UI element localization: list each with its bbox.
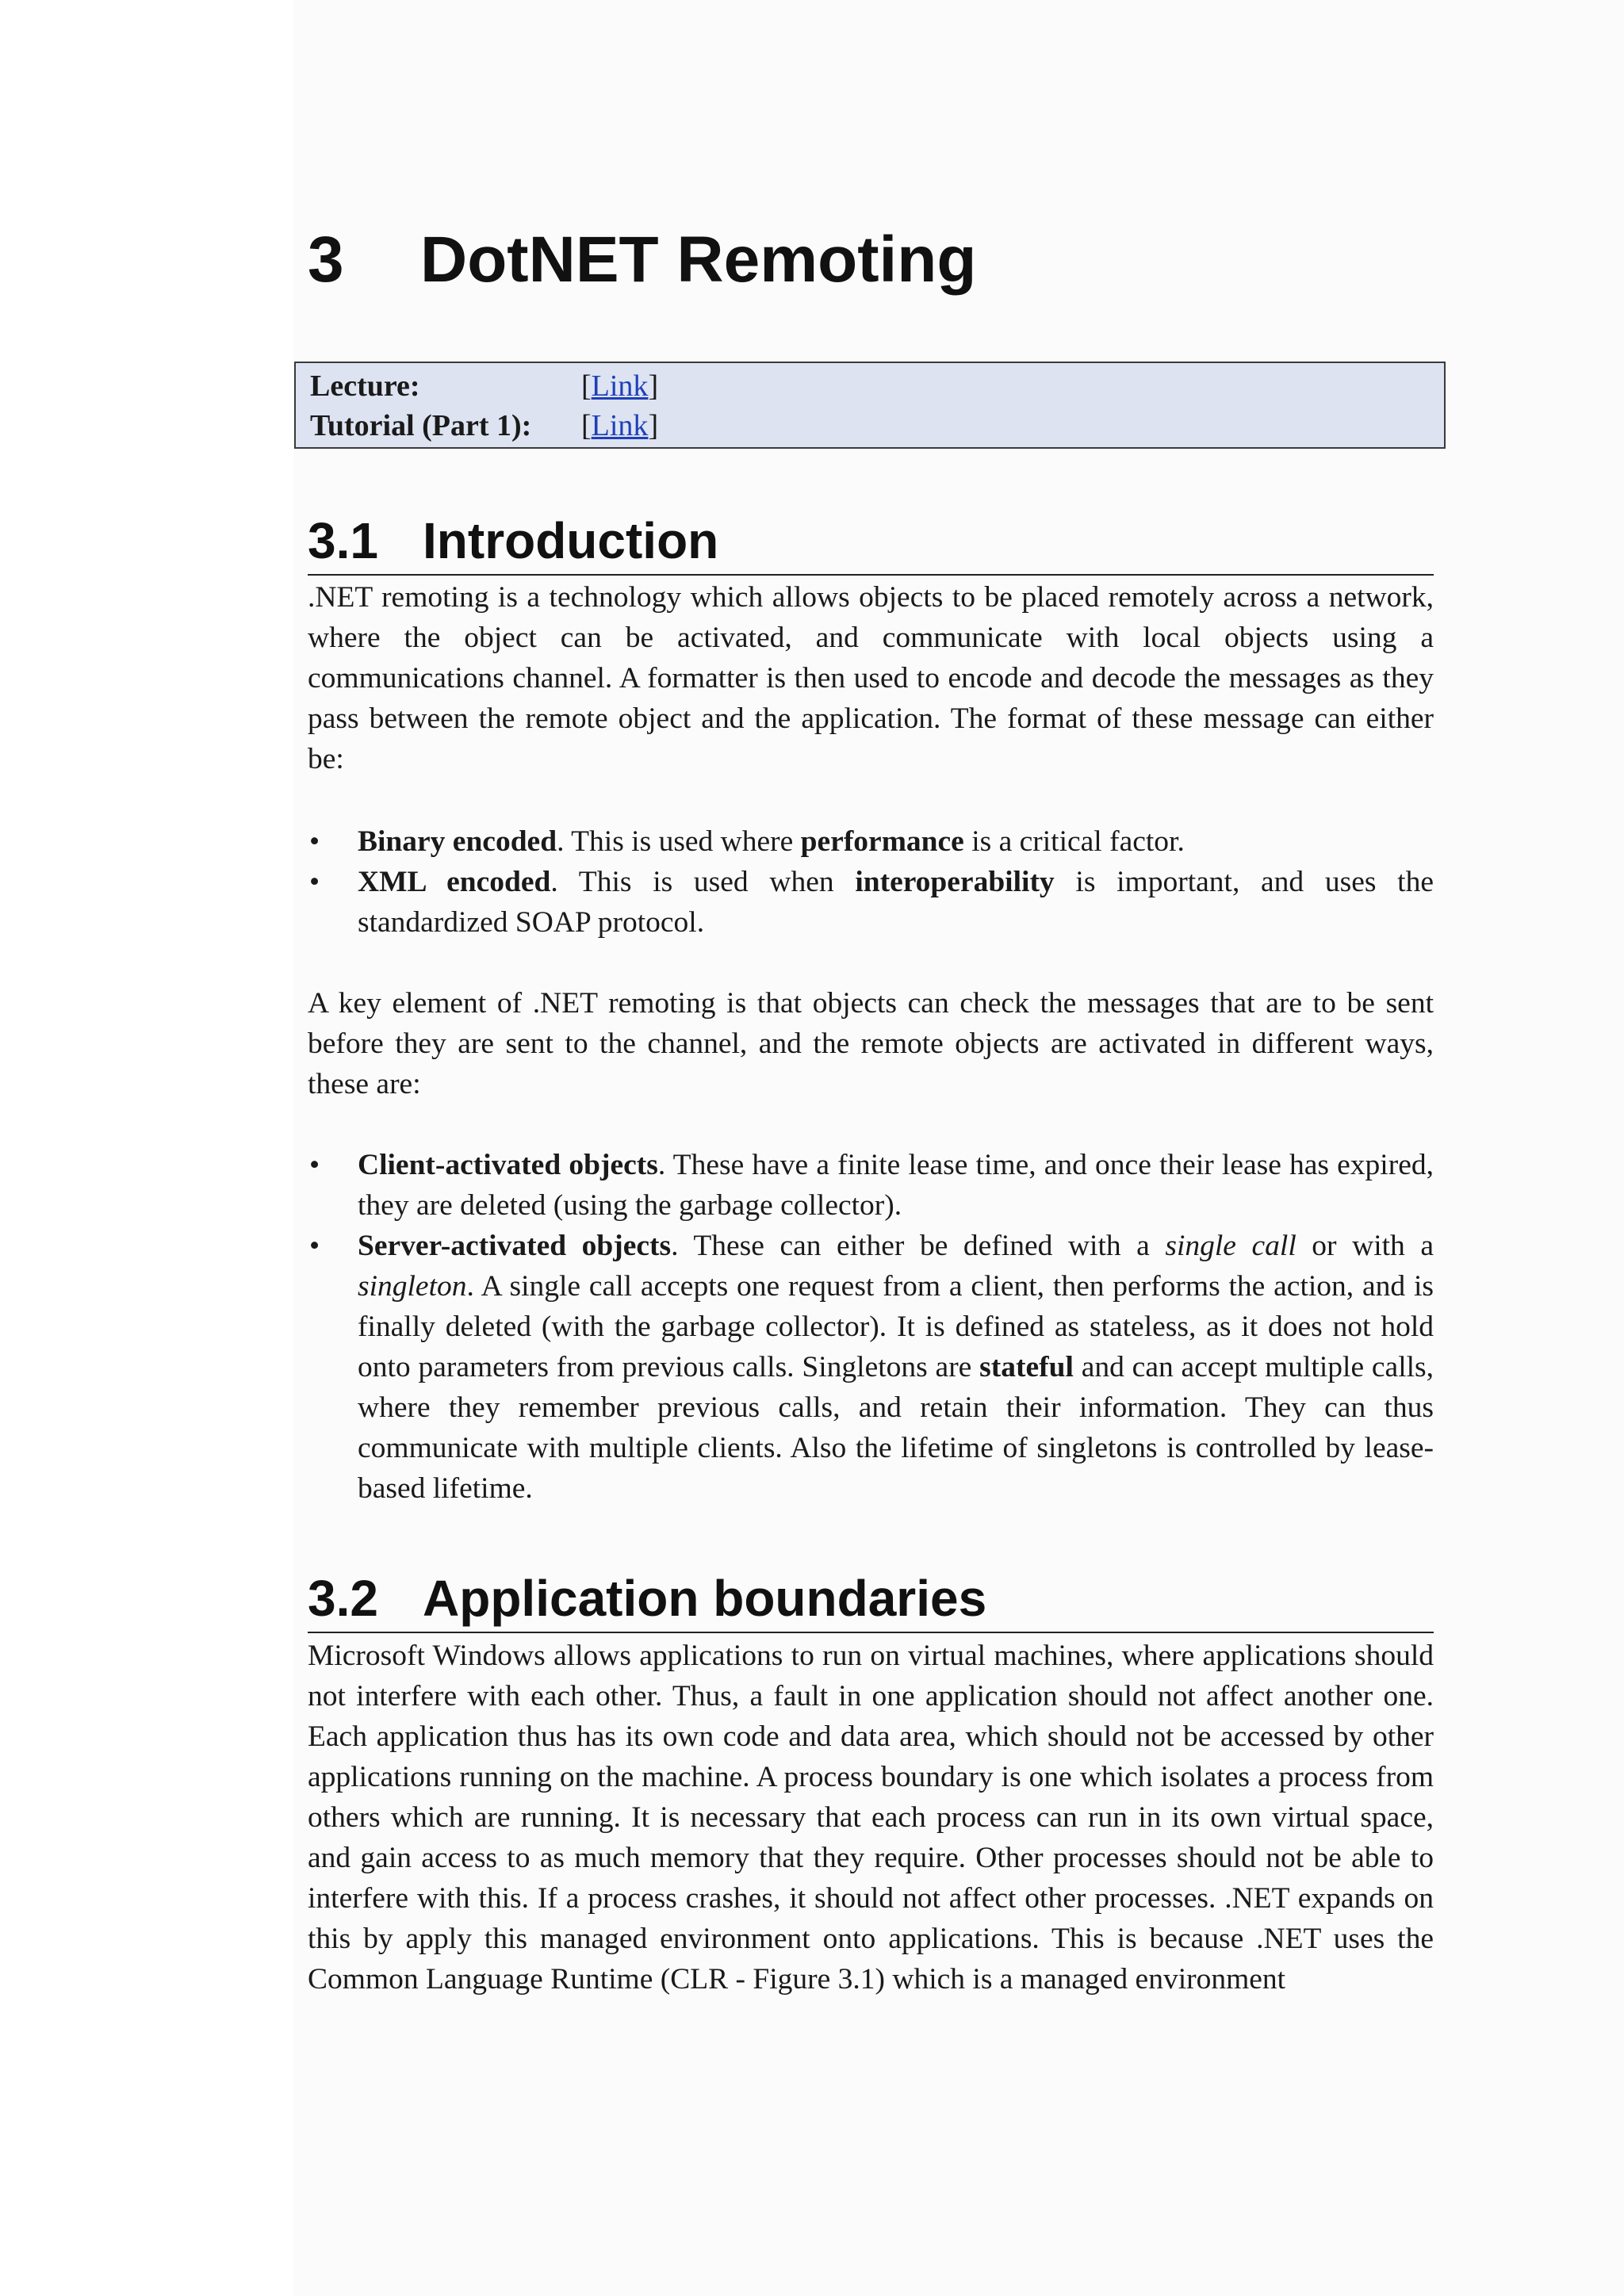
bullet-icon: • xyxy=(309,1230,320,1262)
tutorial-label: Tutorial (Part 1): xyxy=(310,409,532,442)
list-item-text: or with a xyxy=(1296,1230,1434,1262)
tutorial-bracket-close: ] xyxy=(648,409,659,442)
list-item-text: . These have a finite lease time, and once their lease has expired, they are deleted (using the garbage collector). xyxy=(358,1149,1434,1222)
term-performance: performance xyxy=(800,825,964,858)
lecture-bracket-open: [ xyxy=(581,369,592,403)
list-item-text: is a critical factor. xyxy=(963,825,1185,858)
list-item-text: is important, and uses the standardized SOAP protocol. xyxy=(358,866,1434,939)
tutorial-link-row xyxy=(310,406,658,446)
activation-list xyxy=(308,1145,1434,1509)
list-item xyxy=(308,1226,1434,1509)
bullet-icon: • xyxy=(309,1149,320,1181)
bullet-icon: • xyxy=(309,866,320,898)
chapter-number: 3 xyxy=(308,224,344,296)
lecture-link[interactable]: Link xyxy=(591,369,649,403)
term-xml-encoded: XML encoded xyxy=(358,866,551,898)
intro-paragraph-2: A key element of .NET remoting is that objects can check the messages that are to be sent before they are sent to the channel, and the remote objects are activated in different ways, these are: xyxy=(308,987,1434,1100)
intro-paragraph-1: .NET remoting is a technology which allows objects to be placed remotely across a network, where the object can be activated, and communicate with local objects using a communications channel. A formatter is then used to encode and decode the messages as they pass between the remote object and the application. The format of these message can either be: xyxy=(308,581,1434,775)
lecture-label: Lecture: xyxy=(310,369,420,403)
term-client-activated: Client-activated objects xyxy=(358,1149,658,1181)
term-single-call: single call xyxy=(1165,1230,1297,1262)
bullet-icon: • xyxy=(309,825,320,858)
term-interoperability: interoperability xyxy=(855,866,1055,898)
section-heading-application-boundaries xyxy=(308,1570,1434,1633)
boundaries-paragraph: Microsoft Windows allows applications to run on virtual machines, where applications should not interfere with each other. Thus, a fault in one application should not affect another one. Each application thus has its own code and data area, which should not be accessed by other applications running on the machine. A process boundary is one which isolates a process from others which are running. It is necessary that each process can run in its own virtual space, and gain access to as much memory that they require. Other processes should not be able to interfere with this. If a process crashes, it should not affect other processes. .NET expands on this by apply this managed environment onto applications. This is because .NET uses the Common Language Runtime (CLR - Figure 3.1) which is a managed environment xyxy=(308,1640,1434,1996)
list-item-text: . This is used where xyxy=(557,825,801,858)
list-item xyxy=(308,821,1434,862)
list-item-text: . These can either be defined with a xyxy=(671,1230,1166,1262)
section-number: 3.1 xyxy=(308,512,378,569)
section-heading-introduction xyxy=(308,512,1434,576)
list-item xyxy=(308,1145,1434,1226)
encoding-list xyxy=(308,821,1434,943)
term-server-activated: Server-activated objects xyxy=(358,1230,672,1262)
resource-links-box xyxy=(294,362,1446,449)
section-title: Application boundaries xyxy=(423,1570,987,1627)
lecture-bracket-close: ] xyxy=(648,369,659,403)
tutorial-link[interactable]: Link xyxy=(591,409,649,442)
term-stateful: stateful xyxy=(979,1351,1074,1383)
list-item-text: and can accept multiple calls, where they remember previous calls, and retain their information. They can thus communicate with multiple clients. Also the lifetime of singletons is controlled by lease-based lifetime. xyxy=(358,1351,1434,1505)
term-singleton: singleton xyxy=(358,1270,467,1303)
section-title: Introduction xyxy=(423,512,719,569)
lecture-link-row xyxy=(310,366,658,406)
list-item xyxy=(308,862,1434,943)
chapter-title-text: DotNET Remoting xyxy=(420,224,977,296)
list-item-text: . This is used when xyxy=(550,866,856,898)
section-number: 3.2 xyxy=(308,1570,378,1627)
list-item-text: . A single call accepts one request from a client, then performs the action, and is finally deleted (with the garbage collector). It is defined as stateless, as it does not hold onto parameters from previous calls. Singletons are xyxy=(358,1270,1434,1383)
tutorial-bracket-open: [ xyxy=(581,409,592,442)
term-binary-encoded: Binary encoded xyxy=(358,825,557,858)
chapter-title xyxy=(308,224,977,296)
